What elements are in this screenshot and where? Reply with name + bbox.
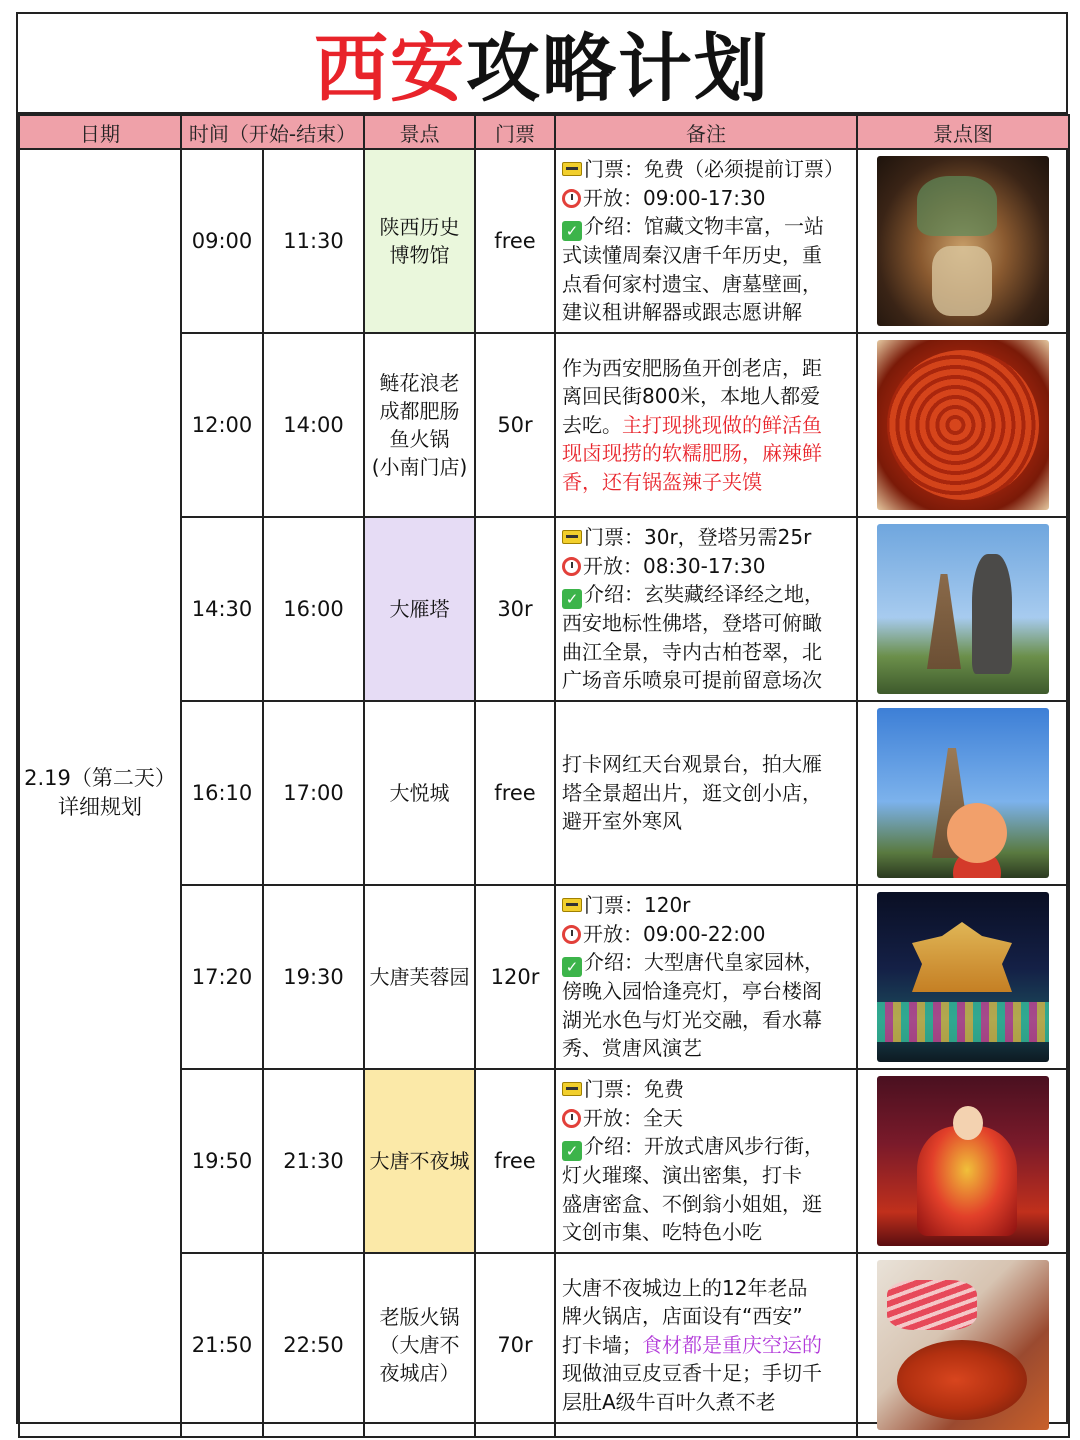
picture-cell (857, 333, 1069, 517)
end-time: 22:50 (263, 1253, 364, 1437)
tang-street-performer-photo (877, 1076, 1049, 1246)
header-date: 日期 (19, 115, 181, 149)
note-intro: 介绍：玄奘藏经译经之地， (584, 582, 824, 607)
spot-line: 夜城店） (379, 1361, 460, 1385)
picture-cell (857, 701, 1069, 885)
spot-line: 大雁塔 (389, 597, 450, 621)
spot-line: 陕西历史 (379, 215, 460, 239)
camel-statue-photo (877, 156, 1049, 326)
start-time: 17:20 (181, 885, 263, 1069)
note-ticket: 门票：免费 (584, 1077, 684, 1102)
end-time: 19:30 (263, 885, 364, 1069)
date-subline: 详细规划 (58, 795, 142, 819)
ticket-price: 120r (475, 885, 555, 1069)
alarm-clock-icon (562, 1109, 581, 1128)
start-time: 19:50 (181, 1069, 263, 1253)
spot-line: （大唐不 (379, 1333, 460, 1357)
ticket-price: free (475, 149, 555, 333)
header-picture: 景点图 (857, 115, 1069, 149)
check-icon: ✓ (562, 221, 582, 241)
note-intro: 傍晚入园恰逢亮灯，亭台楼阁 (562, 979, 822, 1004)
chongqing-hotpot-photo (877, 1260, 1049, 1430)
spot-name (364, 1253, 475, 1437)
note-cell (555, 149, 857, 333)
spot-name (364, 333, 475, 517)
note-intro: 介绍：馆藏文物丰富，一站 (584, 214, 824, 239)
header-note: 备注 (555, 115, 857, 149)
start-time: 09:00 (181, 149, 263, 333)
spot-name (364, 149, 475, 333)
spot-name (364, 517, 475, 701)
header-spot: 景点 (364, 115, 475, 149)
note-open: 开放：08:30-17:30 (583, 553, 766, 578)
start-time: 12:00 (181, 333, 263, 517)
note-highlight: 食材都是重庆空运的 (642, 1332, 822, 1357)
note-text: 塔全景超出片，逛文创小店， (562, 780, 822, 805)
title-city: 西安 (314, 26, 466, 112)
note-intro: 介绍：开放式唐风步行街， (584, 1134, 824, 1159)
ticket-price: free (475, 701, 555, 885)
start-time: 14:30 (181, 517, 263, 701)
tang-paradise-night-photo (877, 892, 1049, 1062)
note-intro: 广场音乐喷泉可提前留意场次 (562, 668, 822, 693)
spicy-fish-hotpot-photo (877, 340, 1049, 510)
note-intro: 盛唐密盒、不倒翁小姐姐，逛 (562, 1191, 822, 1216)
note-cell (555, 1253, 857, 1437)
spot-line: 老版火锅 (379, 1305, 460, 1329)
check-icon: ✓ (562, 957, 582, 977)
note-cell (555, 701, 857, 885)
page-title (18, 14, 1066, 114)
picture-cell (857, 149, 1069, 333)
ticket-price: 50r (475, 333, 555, 517)
end-time: 16:00 (263, 517, 364, 701)
big-wild-goose-pagoda-photo (877, 524, 1049, 694)
note-intro: 灯火璀璨、演出密集，打卡 (562, 1163, 802, 1188)
note-text: 离回民街800米，本地人都爱 (562, 384, 821, 409)
note-ticket: 门票：免费（必须提前订票） (584, 157, 844, 182)
ticket-icon (562, 530, 582, 544)
note-text: 牌火锅店，店面设有“西安” (562, 1304, 803, 1329)
ticket-price: 70r (475, 1253, 555, 1437)
start-time: 21:50 (181, 1253, 263, 1437)
spot-line: 博物馆 (389, 243, 450, 267)
spot-line: 鱼火锅 (389, 427, 450, 451)
check-icon: ✓ (562, 1141, 582, 1161)
note-cell (555, 517, 857, 701)
end-time: 11:30 (263, 149, 364, 333)
note-intro: 文创市集、吃特色小吃 (562, 1220, 762, 1245)
note-ticket: 门票：30r，登塔另需25r (584, 525, 812, 550)
joy-city-pagoda-view-photo (877, 708, 1049, 878)
picture-cell (857, 885, 1069, 1069)
note-cell (555, 333, 857, 517)
note-ticket: 门票：120r (584, 893, 691, 918)
spot-line: 鲢花浪老 (379, 371, 460, 395)
note-open: 开放：全天 (583, 1105, 683, 1130)
title-plan: 攻略计划 (466, 26, 770, 112)
ticket-icon (562, 1082, 582, 1096)
ticket-icon (562, 898, 582, 912)
note-text: 去吃。 (562, 412, 622, 437)
check-icon: ✓ (562, 589, 582, 609)
header-ticket: 门票 (475, 115, 555, 149)
note-intro: 曲江全景，寺内古柏苍翠，北 (562, 639, 822, 664)
note-intro: 秀、赏唐风演艺 (562, 1036, 702, 1061)
note-text: 现做油豆皮豆香十足；手切千 (562, 1361, 822, 1386)
itinerary-table (18, 114, 1070, 1438)
picture-cell (857, 1253, 1069, 1437)
note-intro: 式读懂周秦汉唐千年历史，重 (562, 243, 822, 268)
end-time: 14:00 (263, 333, 364, 517)
spot-line: (小南门店) (371, 455, 468, 479)
note-text: 大唐不夜城边上的12年老品 (562, 1275, 808, 1300)
spot-name (364, 885, 475, 1069)
spot-line: 大唐芙蓉园 (369, 965, 470, 989)
note-cell (555, 885, 857, 1069)
note-intro: 介绍：大型唐代皇家园林， (584, 950, 824, 975)
note-text: 作为西安肥肠鱼开创老店，距 (562, 355, 822, 380)
note-highlight: 香，还有锅盔辣子夹馍 (562, 469, 762, 494)
note-text: 打卡墙； (562, 1332, 642, 1357)
note-intro: 建议租讲解器或跟志愿讲解 (562, 300, 802, 325)
note-intro: 湖光水色与灯光交融，看水幕 (562, 1007, 822, 1032)
note-cell (555, 1069, 857, 1253)
note-open: 开放：09:00-22:00 (583, 921, 766, 946)
spot-name (364, 701, 475, 885)
spot-line: 大悦城 (389, 781, 450, 805)
note-highlight: 现卤现捞的软糯肥肠，麻辣鲜 (562, 441, 822, 466)
table-row (19, 149, 1069, 333)
header-time: 时间（开始-结束） (181, 115, 364, 149)
note-open: 开放：09:00-17:30 (583, 185, 766, 210)
picture-cell (857, 1069, 1069, 1253)
header-row (19, 115, 1069, 149)
note-highlight: 主打现挑现做的鲜活鱼 (622, 412, 822, 437)
picture-cell (857, 517, 1069, 701)
note-text: 层肚A级牛百叶久煮不老 (562, 1389, 776, 1414)
spot-line: 大唐不夜城 (369, 1149, 470, 1173)
start-time: 16:10 (181, 701, 263, 885)
note-intro: 西安地标性佛塔，登塔可俯瞰 (562, 611, 822, 636)
alarm-clock-icon (562, 557, 581, 576)
spot-line: 成都肥肠 (379, 399, 460, 423)
note-intro: 点看何家村遗宝、唐墓壁画， (562, 271, 822, 296)
date-cell (19, 149, 181, 1437)
alarm-clock-icon (562, 925, 581, 944)
itinerary-sheet (16, 12, 1068, 1424)
date-line: 2.19（第二天） (24, 766, 176, 790)
ticket-icon (562, 162, 582, 176)
spot-name (364, 1069, 475, 1253)
end-time: 17:00 (263, 701, 364, 885)
note-text: 避开室外寒风 (562, 809, 682, 834)
ticket-price: free (475, 1069, 555, 1253)
end-time: 21:30 (263, 1069, 364, 1253)
alarm-clock-icon (562, 189, 581, 208)
ticket-price: 30r (475, 517, 555, 701)
note-text: 打卡网红天台观景台，拍大雁 (562, 752, 822, 777)
